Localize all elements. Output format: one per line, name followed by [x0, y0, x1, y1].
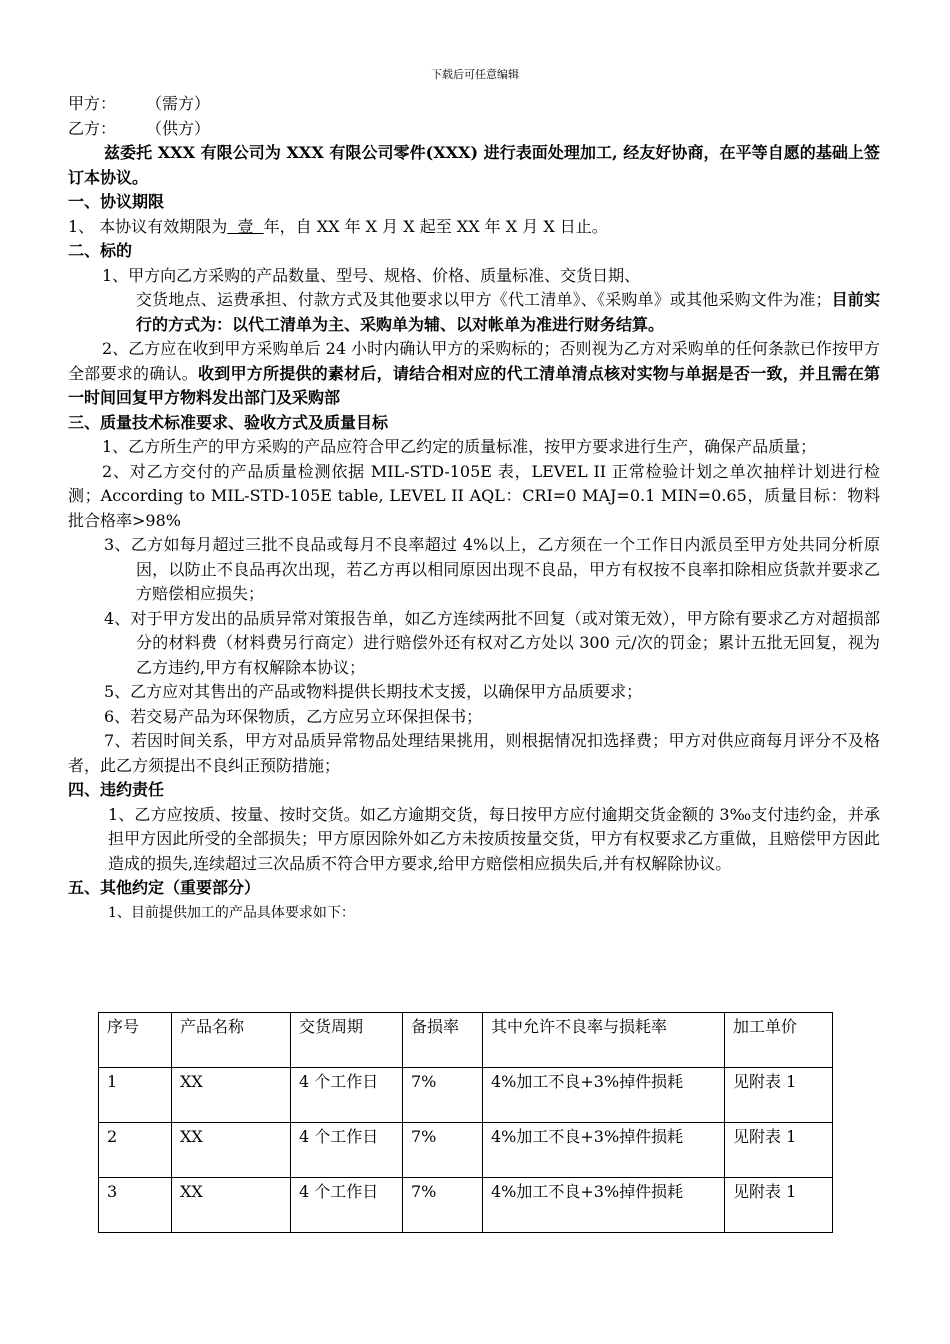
party-a-label: 甲方：: [68, 94, 117, 113]
section-1-title: 一、协议期限: [68, 192, 165, 211]
term-years: 壹: [227, 216, 264, 236]
section-3-para-4: 4、对于甲方发出的品质异常对策报告单，如乙方连续两批不回复（或对策无效），甲方除有要求乙方对超损部分的材料费（材料费另行商定）进行赔偿外还有权对乙方处以 300 元/次的罚金；累计五批无回复，视为乙方违约,甲方有权解除本协议；: [104, 608, 880, 677]
table-cell: 7%: [403, 1123, 483, 1178]
table-cell: 4 个工作日: [291, 1123, 403, 1178]
table-cell: 4 个工作日: [291, 1178, 403, 1233]
page-header-note: 下载后可任意编辑: [431, 68, 519, 81]
party-b-label: 乙方：: [68, 118, 117, 138]
table-cell: XX: [172, 1123, 291, 1178]
table-cell: 见附表 1: [725, 1123, 833, 1178]
section-3-para-3: 3、乙方如每月超过三批不良品或每月不良率超过 4%以上，乙方须在一个工作日内派员至甲方处共同分析原因，以防止不良品再次出现，若乙方再以相同原因出现不良品，甲方有权按不良率扣除相应货款并要求乙方赔偿相应损失；: [104, 535, 880, 603]
table-row: [99, 1068, 833, 1123]
table-header-cell: 产品名称: [172, 1013, 291, 1068]
table-cell: 4 个工作日: [291, 1068, 403, 1123]
section-2-para-1b-bold: 目前实行的方式为：以代工清单为主、采购单为辅、以对帐单为准进行财务结算。: [136, 290, 880, 334]
section-5-title: 五、其他约定（重要部分）: [68, 878, 261, 897]
section-1-para-1: [68, 215, 880, 240]
section-2-para-2-text: 2、乙方应在收到甲方采购单后 24 小时内确认甲方的采购标的；否则视为乙方对采购单的任何条款已作按甲方全部要求的确认。: [68, 339, 880, 383]
table-cell: XX: [172, 1068, 291, 1123]
table-cell: 4%加工不良+3%掉件损耗: [483, 1123, 725, 1178]
section-2-para-2: [68, 337, 880, 411]
section-2-para-2-bold: 收到甲方所提供的素材后，请结合相对应的代工清单清点核对实物与单据是否一致，并且需在第一时间回复甲方物料发出部门及采购部: [68, 363, 880, 407]
table-header-row: [99, 1013, 833, 1068]
table-cell: 7%: [403, 1178, 483, 1233]
table-cell: 见附表 1: [725, 1068, 833, 1123]
section-4-para-1: 1、乙方应按质、按量、按时交货。如乙方逾期交货，每日按甲方应付逾期交货金额的 3‰支付违约金，并承担甲方因此所受的全部损失；甲方原因除外如乙方未按质按量交货，甲方有权要求乙方重做，且赔偿甲方因此造成的损失,连续超过三次品质不符合甲方要求,给甲方赔偿相应损失后,并有权解除协议。: [108, 804, 880, 873]
table-row: [99, 1123, 833, 1178]
term-text-pre: 1、 本协议有效期限为: [68, 216, 228, 236]
party-a-line: [68, 92, 880, 117]
section-5-para-1: 1、目前提供加工的产品具体要求如下：: [108, 904, 355, 921]
section-2-para-1b-text: 交货地点、运费承担、付款方式及其他要求以甲方《代工清单》、《采购单》或其他采购文件为准；: [136, 290, 832, 309]
table-cell: 见附表 1: [725, 1178, 833, 1233]
table-cell: 1: [99, 1068, 172, 1123]
table-header-cell: 其中允许不良率与损耗率: [483, 1013, 725, 1068]
term-text-post: 年，自 XX 年 X 月 X 起至 XX 年 X 月 X 日止。: [263, 216, 608, 236]
section-2-para-1b: [68, 288, 880, 337]
section-2-para-1a: 1、甲方向乙方采购的产品数量、型号、规格、价格、质量标准、交货日期、: [102, 265, 641, 285]
table-cell: 4%加工不良+3%掉件损耗: [483, 1178, 725, 1233]
table-header-cell: 备损率: [403, 1013, 483, 1068]
intro-paragraph: 兹委托 XXX 有限公司为 XXX 有限公司零件(XXX) 进行表面处理加工, 经友好协商，在平等自愿的基础上签订本协议。: [68, 143, 880, 187]
table-row: [99, 1178, 833, 1233]
section-3-para-1: 1、乙方所生产的甲方采购的产品应符合甲乙约定的质量标准，按甲方要求进行生产，确保产品质量；: [102, 437, 817, 456]
party-b-line: [68, 117, 880, 142]
document-body: [68, 92, 880, 925]
product-requirements-table: [98, 1012, 833, 1233]
section-4-title: 四、违约责任: [68, 780, 165, 799]
table-header-cell: 序号: [99, 1013, 172, 1068]
table-cell: 4%加工不良+3%掉件损耗: [483, 1068, 725, 1123]
table-header-cell: 交货周期: [291, 1013, 403, 1068]
table-cell: 3: [99, 1178, 172, 1233]
section-3-title: 三、质量技术标准要求、验收方式及质量目标: [68, 412, 389, 432]
table-cell: XX: [172, 1178, 291, 1233]
party-a-role: （需方）: [146, 94, 211, 113]
party-b-role: （供方）: [146, 118, 211, 138]
section-3-para-5: 5、乙方应对其售出的产品或物料提供长期技术支援，以确保甲方品质要求；: [104, 682, 643, 701]
section-2-title: 二、标的: [68, 241, 133, 260]
table-header-cell: 加工单价: [725, 1013, 833, 1068]
table-cell: 2: [99, 1123, 172, 1178]
section-3-para-7: 7、若因时间关系，甲方对品质异常物品处理结果挑用，则根据情况扣选择费；甲方对供应商每月评分不及格者，此乙方须提出不良纠正预防措施；: [68, 731, 880, 775]
table-cell: 7%: [403, 1068, 483, 1123]
section-3-para-6: 6、若交易产品为环保物质，乙方应另立环保担保书；: [104, 706, 483, 726]
section-3-para-2: 2、对乙方交付的产品质量检测依据 MIL-STD-105E 表，LEVEL II 正常检验计划之单次抽样计划进行检测；According to MIL-STD-105E table, LEVEL II AQL：CRI=0 MAJ=0.1 MIN=0.65，质量目标：物料批合格率>98%: [68, 461, 880, 530]
